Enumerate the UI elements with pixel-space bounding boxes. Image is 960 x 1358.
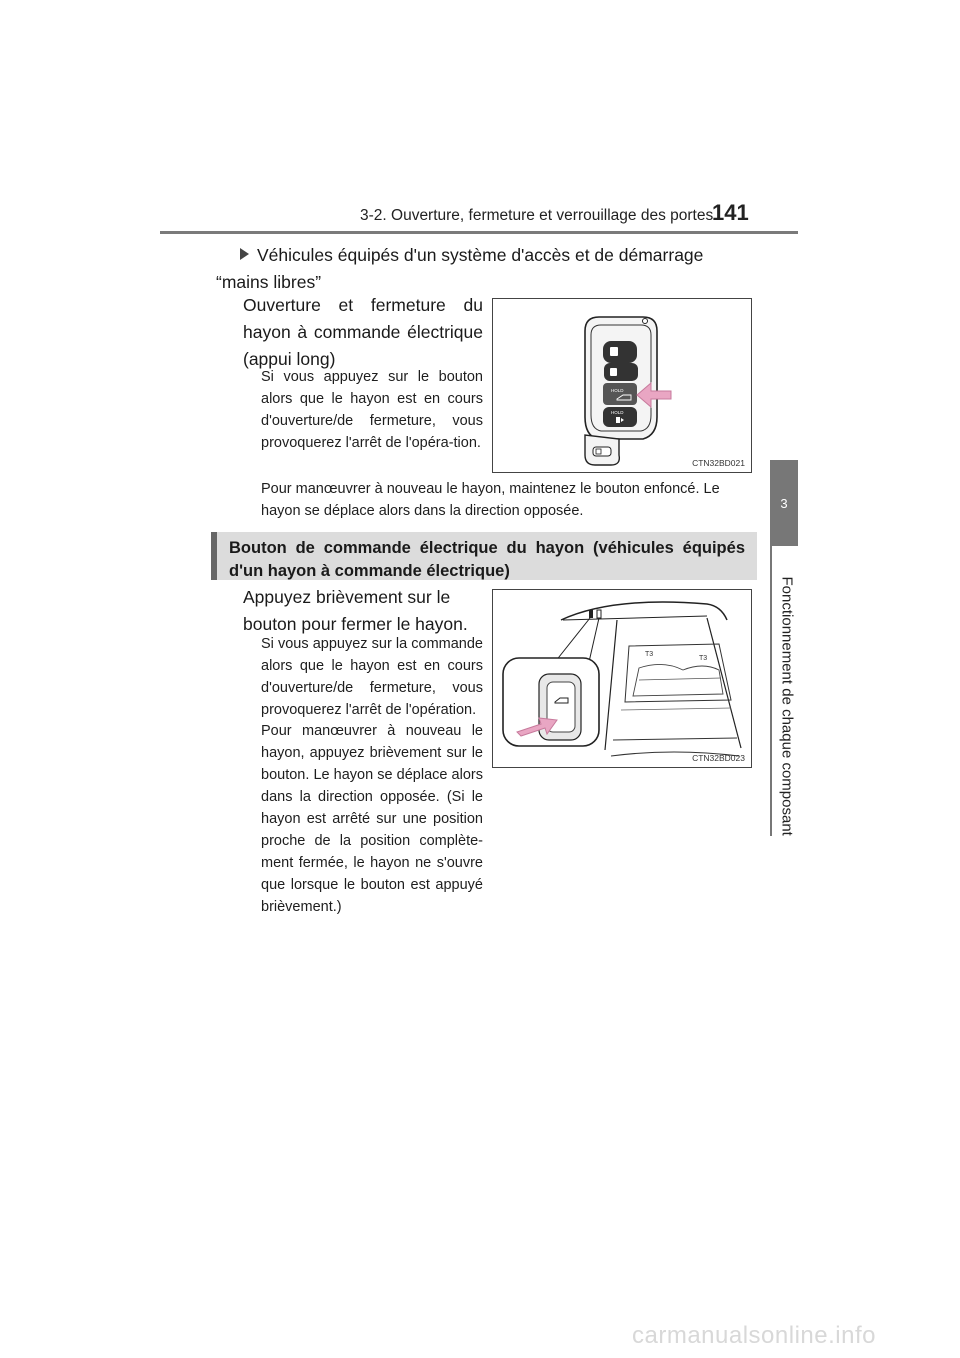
paragraph-reverse-direction-2: Pour manœuvrer à nouveau le hayon, appuyez brièvement sur le bouton. Le hayon se déplace alors dans la direction opposée. (Si le hayon est arrêté sur une position proche de la position complète-ment fermée, le hayon ne s'ouvre que lorsque le bouton est appuyé brièvement.) [261,723,483,915]
paragraph-stop-operation: Si vous appuyez sur le bouton alors que le hayon est en cours d'ouverture/de fermeture, vous provoquerez l'arrêt de l'opéra-tion. [261,369,483,451]
smart-key-figure [492,298,752,473]
svg-text:T3: T3 [645,651,654,658]
tailgate-illustration [493,590,751,767]
triangle-bullet-icon [240,248,249,260]
footer-watermark: carmanualsonline.info [632,1322,876,1349]
running-header: 3-2. Ouverture, fermeture et verrouillage des portes [360,207,714,224]
svg-text:T3: T3 [699,655,708,662]
figure-code-2: CTN32BD023 [692,753,745,763]
page-number: 141 [712,200,749,225]
header-divider [160,231,798,234]
vehicle-condition-bullet [216,242,756,296]
paragraph-reverse-direction: Pour manœuvrer à nouveau le hayon, maintenez le bouton enfoncé. Le hayon se déplace alors dans la direction opposée. [261,481,720,519]
tailgate-switch-figure [492,589,752,768]
section-heading-text: Bouton de commande électrique du hayon (véhicules équipés d'un hayon à commande électrique) [229,539,745,580]
paragraph-stop-operation-2: Si vous appuyez sur la commande alors que le hayon est en cours d'ouverture/de fermeture, vous provoquerez l'arrêt de l'opération. [261,636,483,718]
hold-label-2: HOLD [611,410,624,415]
smart-key-illustration [493,299,751,472]
subheading-short-press: Appuyez brièvement sur le bouton pour fermer le hayon. [243,587,468,634]
chapter-number: 3 [780,496,788,511]
subheading-long-press: Ouverture et fermeture du hayon à commande électrique (appui long) [243,295,483,369]
bullet-text: Véhicules équipés d'un système d'accès et de démarrage “mains libres” [216,245,704,292]
figure-code-1: CTN32BD021 [692,458,745,468]
hold-label-1: HOLD [611,388,624,393]
section-heading [211,532,757,580]
chapter-title: Fonctionnement de chaque composant [778,576,796,836]
chapter-tab [770,460,798,546]
